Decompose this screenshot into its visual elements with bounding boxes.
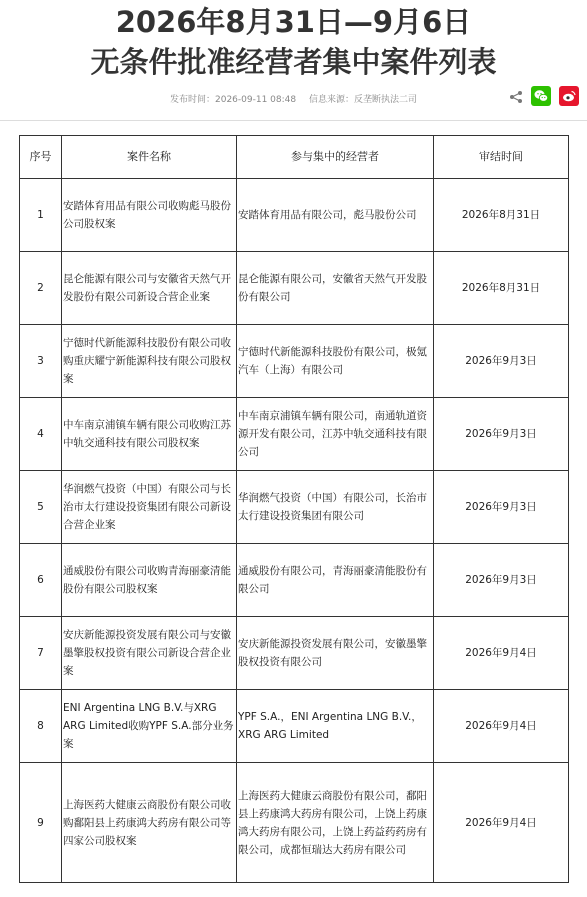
header-case-name: 案件名称 (62, 136, 237, 179)
row-case-name: 昆仑能源有限公司与安徽省天然气开发股份有限公司新设合营企业案 (62, 252, 237, 325)
row-date: 2026年9月4日 (434, 690, 569, 763)
table-row (20, 252, 569, 325)
publish-time: 发布时间：2026-09-11 08:48 (170, 95, 297, 105)
article-meta (0, 92, 587, 106)
wechat-icon[interactable] (531, 86, 551, 106)
row-case-name: 安庆新能源投资发展有限公司与安徽墨擎股权投资有限公司新设合营企业案 (62, 617, 237, 690)
row-case-name: 宁德时代新能源科技股份有限公司收购重庆耀宁新能源科技有限公司股权案 (62, 325, 237, 398)
row-no: 3 (20, 325, 62, 398)
table-row (20, 617, 569, 690)
row-parties: 中车南京浦镇车辆有限公司，南通轨道资源开发有限公司，江苏中轨交通科技有限公司 (237, 398, 434, 471)
row-parties: 宁德时代新能源科技股份有限公司，极氪汽车（上海）有限公司 (237, 325, 434, 398)
row-case-name: 安踏体育用品有限公司收购彪马股份公司股权案 (62, 179, 237, 252)
row-no: 6 (20, 544, 62, 617)
cases-table (19, 135, 569, 883)
header-date: 审结时间 (434, 136, 569, 179)
row-no: 7 (20, 617, 62, 690)
row-parties: YPF S.A.，ENI Argentina LNG B.V.，XRG ARG Limited (237, 690, 434, 763)
row-case-name: 上海医药大健康云商股份有限公司收购鄱阳县上药康鸿大药房有限公司等四家公司股权案 (62, 763, 237, 883)
table-row (20, 690, 569, 763)
row-date: 2026年9月3日 (434, 471, 569, 544)
weibo-icon[interactable] (559, 86, 579, 106)
row-no: 4 (20, 398, 62, 471)
row-no: 9 (20, 763, 62, 883)
page-title-line1: 2026年8月31日—9月6日 (115, 5, 472, 39)
table-row (20, 544, 569, 617)
row-date: 2026年8月31日 (434, 252, 569, 325)
row-date: 2026年9月4日 (434, 617, 569, 690)
table-row (20, 763, 569, 883)
row-no: 8 (20, 690, 62, 763)
row-date: 2026年9月3日 (434, 398, 569, 471)
row-case-name: 通威股份有限公司收购青海丽豪清能股份有限公司股权案 (62, 544, 237, 617)
row-no: 5 (20, 471, 62, 544)
row-parties: 安踏体育用品有限公司，彪马股份公司 (237, 179, 434, 252)
share-icon[interactable] (509, 89, 523, 103)
table-row (20, 398, 569, 471)
page-title-line2: 无条件批准经营者集中案件列表 (90, 45, 497, 79)
header-parties: 参与集中的经营者 (237, 136, 434, 179)
row-parties: 昆仑能源有限公司，安徽省天然气开发股份有限公司 (237, 252, 434, 325)
share-bar (501, 86, 579, 106)
table-row (20, 325, 569, 398)
table-header-row (20, 136, 569, 179)
row-case-name: ENI Argentina LNG B.V.与XRG ARG Limited收购YPF S.A.部分业务案 (62, 690, 237, 763)
row-date: 2026年9月3日 (434, 544, 569, 617)
table-row (20, 179, 569, 252)
row-no: 1 (20, 179, 62, 252)
row-date: 2026年8月31日 (434, 179, 569, 252)
row-case-name: 中车南京浦镇车辆有限公司收购江苏中轨交通科技有限公司股权案 (62, 398, 237, 471)
row-parties: 通威股份有限公司，青海丽豪清能股份有限公司 (237, 544, 434, 617)
info-source: 信息来源：反垄断执法二司 (308, 95, 417, 105)
row-date: 2026年9月3日 (434, 325, 569, 398)
header-no: 序号 (20, 136, 62, 179)
row-date: 2026年9月4日 (434, 763, 569, 883)
header-divider (0, 120, 587, 121)
table-row (20, 471, 569, 544)
row-no: 2 (20, 252, 62, 325)
row-parties: 上海医药大健康云商股份有限公司，鄱阳县上药康鸿大药房有限公司，上饶上药康鸿大药房有限公司，上饶上药益药药房有限公司，成都恒瑞达大药房有限公司 (237, 763, 434, 883)
row-case-name: 华润燃气投资（中国）有限公司与长治市太行建设投资集团有限公司新设合营企业案 (62, 471, 237, 544)
row-parties: 华润燃气投资（中国）有限公司，长治市太行建设投资集团有限公司 (237, 471, 434, 544)
row-parties: 安庆新能源投资发展有限公司，安徽墨擎股权投资有限公司 (237, 617, 434, 690)
